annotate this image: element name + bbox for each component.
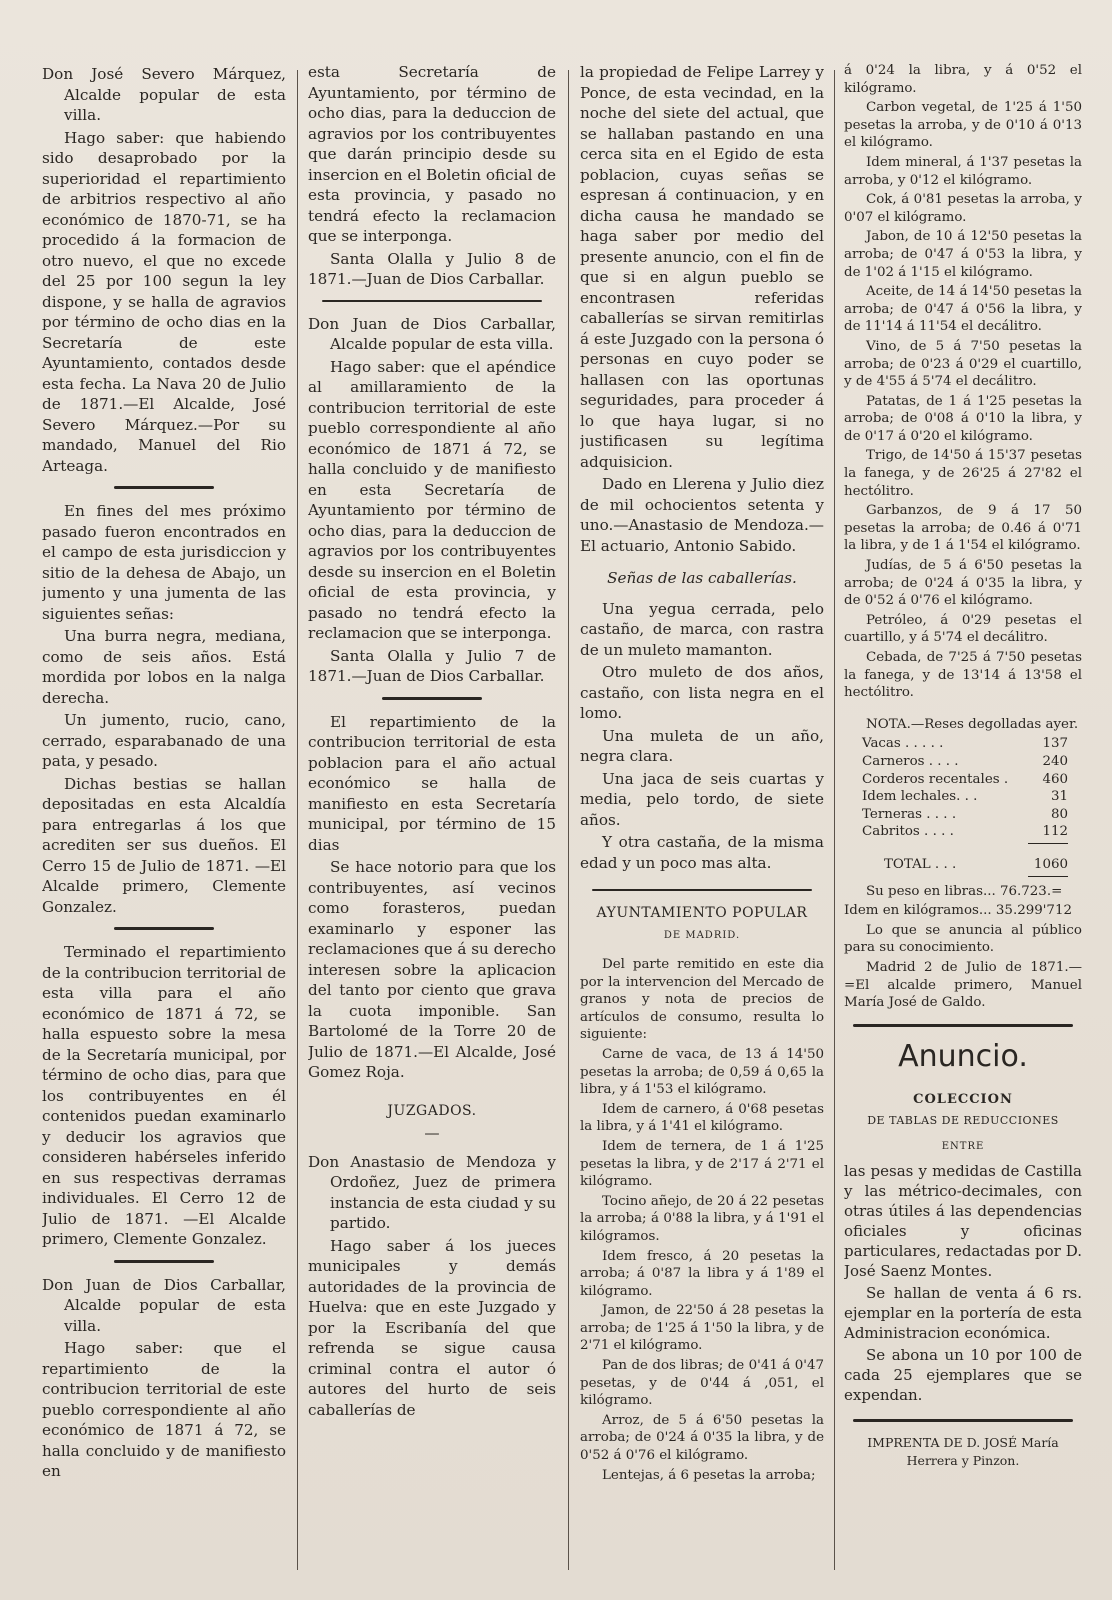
table-row: [844, 806, 1082, 824]
notice-body: Hago saber: que el apéndice al amillaramiento de la contribucion territorial de este pueblo correspondiente al año económico de 1871 á 72, se halla concluido y de manifiesto en esta Secretaría de Ayuntamiento por término de ocho dias, para la deduccion de agravios por los contribuyentes desde su insercion en el Boletin oficial de esta provincia, y pasado no tendrá efecto la reclamacion que se interponga.: [308, 357, 556, 642]
description-item: Otro muleto de dos años, castaño, con lista negra en el lomo.: [580, 663, 824, 722]
sum-rule: [1028, 876, 1068, 877]
section-heading: JUZGADOS.: [387, 1102, 477, 1119]
row-label: Cabritos . . . .: [862, 824, 954, 840]
ad-entre: ENTRE: [941, 1140, 985, 1152]
notice-body: Se hace notorio para que los contribuyentes, así vecinos como forasteros, puedan examinarlo y esponer las reclamaciones que á su derecho interesen sobre la aplicacion del tanto por ciento que grava la cuota imponible. San Bartolomé de la Torre 20 de Julio de 1871.—El Alcalde, José Gomez Roja.: [308, 858, 556, 1081]
notice-body: Lo que se anuncia al público para su conocimiento.: [844, 922, 1082, 956]
weight-line: Su peso en libras... 76.723.=: [866, 883, 1063, 899]
price-item: Arroz, de 5 á 6'50 pesetas la arroba; de 0'24 á 0'35 la libra, y de 0'52 á 0'76 el kilógramo.: [580, 1412, 824, 1464]
price-item: á 0'24 la libra, y á 0'52 el kilógramo.: [844, 63, 1082, 96]
price-item: Idem de carnero, á 0'68 pesetas la libra, y á 1'41 el kilógramo.: [580, 1101, 824, 1135]
dash: —: [424, 1124, 440, 1142]
row-label: Corderos recentales .: [862, 771, 1009, 787]
column-divider: [568, 70, 569, 1570]
table-row: [844, 735, 1082, 753]
separator: [853, 1419, 1073, 1422]
price-item: Judías, de 5 á 6'50 pesetas la arroba; de 0'24 á 0'35 la libra, y de 0'52 á 0'76 el kilógramo.: [844, 558, 1082, 609]
livestock-table: [844, 716, 1082, 877]
section-heading: AYUNTAMIENTO POPULAR: [596, 905, 808, 921]
notice-heading: Don José Severo Márquez, Alcalde popular de esta villa.: [42, 65, 286, 124]
table-row: [844, 753, 1082, 771]
ad-body: las pesas y medidas de Castilla y las métrico-decimales, con otras útiles á las dependencias oficiales y oficinas particulares, redactadas por D. José Saenz Montes.: [844, 1162, 1082, 1281]
notice-signature: Madrid 2 de Julio de 1871.—=El alcalde primero, Manuel María José de Galdo.: [844, 959, 1082, 1011]
price-item: Pan de dos libras; de 0'41 á 0'47 pesetas, y de 0'44 á ,051, el kilógramo.: [580, 1358, 824, 1409]
column-divider: [834, 70, 835, 1570]
notice-body: En fines del mes próximo pasado fueron encontrados en el campo de esta jurisdiccion y sitio de la dehesa de Abajo, un jumento y una jumenta de las siguientes señas:: [42, 502, 286, 623]
column-4: [844, 62, 1082, 1590]
separator: [382, 697, 482, 700]
price-item: Idem mineral, á 1'37 pesetas la arroba, y 0'12 el kilógramo.: [844, 154, 1082, 188]
description-item: Una jaca de seis cuartas y media, pelo tordo, de siete años.: [580, 769, 824, 829]
price-item: Carne de vaca, de 13 á 14'50 pesetas la arroba; de 0,59 á 0,65 la libra, y á 1'53 el kilógramo.: [580, 1046, 824, 1098]
price-item: Patatas, de 1 á 1'25 pesetas la arroba; de 0'08 á 0'10 la libra, y de 0'17 á 0'20 el kilógramo.: [844, 393, 1082, 444]
nota-title: NOTA.—Reses degolladas ayer.: [866, 716, 1079, 732]
price-item: Cok, á 0'81 pesetas la arroba, y 0'07 el kilógramo.: [844, 192, 1082, 225]
notice-body: esta Secretaría de Ayuntamiento, por término de ocho dias, para la deduccion de agravios por los contribuyentes que darán principio desde su insercion en el Boletin oficial de esta provincia, y pasado no tendrá efecto la reclamacion que se interponga.: [308, 63, 556, 245]
row-value: 240: [1042, 753, 1068, 769]
ad-discount: Se abona un 10 por 100 de cada 25 ejemplares que se expendan.: [844, 1346, 1082, 1405]
weight-line: Idem en kilógramos... 35.299'712: [844, 903, 1072, 919]
row-label: Terneras . . . .: [862, 806, 957, 822]
section-subheading: DE MADRID.: [663, 929, 741, 941]
description-item: Una muleta de un año, negra clara.: [580, 726, 824, 765]
advertisement-title: Anuncio.: [898, 1038, 1028, 1074]
price-item: Tocino añejo, de 20 á 22 pesetas la arroba; á 0'88 la libra, y á 1'91 el kilógramos.: [580, 1193, 824, 1244]
notice-body: Del parte remitido en este dia por la intervencion del Mercado de granos y nota de precios de artículos de consumo, resulta lo siguiente:: [580, 957, 824, 1043]
notice-heading: Don Anastasio de Mendoza y Ordoñez, Juez de primera instancia de esta ciudad y su partido.: [308, 1152, 556, 1232]
price-item: Jabon, de 10 á 12'50 pesetas la arroba; de 0'47 á 0'53 la libra, y de 1'02 á 1'15 el kilógramo.: [844, 229, 1082, 280]
row-value: 31: [1050, 789, 1068, 805]
price-item: Garbanzos, de 9 á 17 50 pesetas la arroba; de 0.46 á 0'71 la libra, y de 1 á 1'54 el kilógramo.: [844, 503, 1082, 554]
column-1: [42, 62, 286, 1590]
separator: [592, 889, 812, 891]
description-item: Una yegua cerrada, pelo castaño, de marca, con rastra de un muleto mamanton.: [580, 599, 824, 659]
notice-heading: Don Juan de Dios Carballar, Alcalde popular de esta villa.: [42, 1275, 286, 1335]
sum-rule: [1028, 843, 1068, 844]
ad-subheading: DE TABLAS DE REDUCCIONES: [867, 1114, 1059, 1128]
price-item: Carbon vegetal, de 1'25 á 1'50 pesetas la arroba, y de 0'10 á 0'13 el kilógramo.: [844, 100, 1082, 151]
section-subheading: Señas de las caballerías.: [607, 569, 797, 587]
table-row: [844, 823, 1082, 841]
printer-imprint: IMPRENTA DE D. JOSÉ María Herrera y Pinzon.: [867, 1435, 1059, 1469]
notice-body: Terminado el repartimiento de la contribucion territorial de esta villa para el año económico de 1871 á 72, se halla espuesto sobre la mesa de la Secretaría municipal, por término de ocho dias, para que los contribuyentes en él contenidos puedan examinarlo y deducir los agravios que consideren habérseles inferido en sus respectivas derramas individuales. El Cerro 12 de Julio de 1871. —El Alcalde primero, Clemente Gonzalez.: [42, 943, 286, 1248]
notice-heading: Don Juan de Dios Carballar, Alcalde popular de esta villa.: [308, 314, 556, 353]
price-item: Cebada, de 7'25 á 7'50 pesetas la fanega, y de 13'14 á 13'58 el hectólitro.: [844, 650, 1082, 701]
table-row: [844, 788, 1082, 806]
row-value: 137: [1042, 736, 1068, 752]
row-label: Vacas . . . . .: [862, 736, 944, 752]
column-divider: [297, 70, 298, 1570]
row-value: 112: [1042, 824, 1068, 840]
notice-body: Dichas bestias se hallan depositadas en esta Alcaldía para entregarlas á los que acrediten ser sus dueños. El Cerro 15 de Julio de 1871. —El Alcalde primero, Clemente Gonzalez.: [42, 774, 286, 916]
price-item: Idem fresco, á 20 pesetas la arroba; á 0'87 la libra y á 1'89 el kilógramo.: [580, 1248, 824, 1299]
notice-body: Hago saber: que el repartimiento de la contribucion territorial de este pueblo correspondiente al año económico de 1871 á 72, se halla concluido y de manifiesto en: [42, 1339, 286, 1480]
description-item: Y otra castaña, de la misma edad y un poco mas alta.: [580, 833, 824, 872]
separator: [853, 1024, 1073, 1027]
price-item: Vino, de 5 á 7'50 pesetas la arroba; de 0'23 á 0'29 el cuartillo, y de 4'55 á 5'74 el decálitro.: [844, 338, 1082, 390]
notice-signature: Santa Olalla y Julio 8 de 1871.—Juan de Dios Carballar.: [308, 249, 556, 288]
notice-signature: Santa Olalla y Julio 7 de 1871.—Juan de Dios Carballar.: [308, 646, 556, 685]
price-item: Jamon, de 22'50 á 28 pesetas la arroba; de 1'25 á 1'50 la libra, y de 2'71 el kilógramo.: [580, 1303, 824, 1354]
separator: [114, 1260, 214, 1263]
notice-body: la propiedad de Felipe Larrey y Ponce, de esta vecindad, en la noche del siete del actual, que se hallaban pastando en una cerca sita en el Egido de esta poblacion, cuyas señas se espresan á continuacion, y en dicha causa he mandado se haga saber por medio del presente anuncio, con el fin de que si en algun pueblo se encontrasen referidas caballerías se sirvan remitirlas á este Juzgado con la persona ó personas en cuyo poder se hallasen con las oportunas seguridades, para proceder á lo que haya lugar, si no justificasen su legítima adquisicion.: [580, 63, 824, 471]
total-value: 1060: [1033, 856, 1068, 872]
price-item: Idem de ternera, de 1 á 1'25 pesetas la libra, y de 2'17 á 2'71 el kilógramo.: [580, 1138, 824, 1190]
price-item: Trigo, de 14'50 á 15'37 pesetas la fanega, y de 26'25 á 27'82 el hectólitro.: [844, 448, 1082, 499]
separator: [114, 486, 214, 489]
notice-body: Hago saber: que habiendo sido desaprobado por la superioridad el repartimiento de arbitrios respectivo al año económico de 1870-71, se ha procedido á la formacion de otro nuevo, el que no excede del 25 por 100 segun la ley dispone, y se halla de agravios por término de ocho dias en la Secretaría de este Ayuntamiento, contados desde esta fecha. La Nava 20 de Julio de 1871.—El Alcalde, José Severo Márquez.—Por su mandado, Manuel del Rio Arteaga.: [42, 128, 286, 475]
row-label: Carneros . . . .: [862, 753, 959, 769]
column-2: [308, 62, 556, 1590]
row-value: 460: [1042, 771, 1068, 787]
notice-body: Una burra negra, mediana, como de seis años. Está mordida por lobos en la nalga derecha.: [42, 627, 286, 707]
row-label: Idem lechales. . .: [862, 789, 978, 805]
price-item: Petróleo, á 0'29 pesetas el cuartillo, y á 5'74 el decálitro.: [844, 612, 1082, 646]
table-total-row: [844, 856, 1082, 874]
separator: [322, 300, 542, 302]
separator: [114, 927, 214, 930]
notice-body: El repartimiento de la contribucion territorial de esta poblacion para el año actual económico se halla de manifiesto en esta Secretaría municipal, por término de 15 dias: [308, 712, 556, 854]
column-3: [580, 62, 824, 1590]
price-item: Lentejas, á 6 pesetas la arroba;: [602, 1467, 816, 1483]
table-row: [844, 771, 1082, 789]
total-label: TOTAL . . .: [884, 856, 957, 872]
ad-heading: COLECCION: [913, 1091, 1013, 1107]
row-value: 80: [1050, 806, 1068, 822]
notice-body: Hago saber á los jueces municipales y demás autoridades de la provincia de Huelva: que en este Juzgado y por la Escribanía del que refrenda se sigue causa criminal contra el autor ó autores del hurto de seis caballerías de: [308, 1236, 556, 1419]
price-item: Aceite, de 14 á 14'50 pesetas la arroba; de 0'47 á 0'56 la libra, y de 11'14 á 11'54 el decálitro.: [844, 284, 1082, 335]
notice-signature: Dado en Llerena y Julio diez de mil ochocientos setenta y uno.—Anastasio de Mendoza.—El actuario, Antonio Sabido.: [580, 475, 824, 555]
notice-body: Un jumento, rucio, cano, cerrado, esparabanado de una pata, y pesado.: [42, 711, 286, 770]
ad-price: Se hallan de venta á 6 rs. ejemplar en la portería de esta Administracion económica.: [844, 1284, 1082, 1343]
